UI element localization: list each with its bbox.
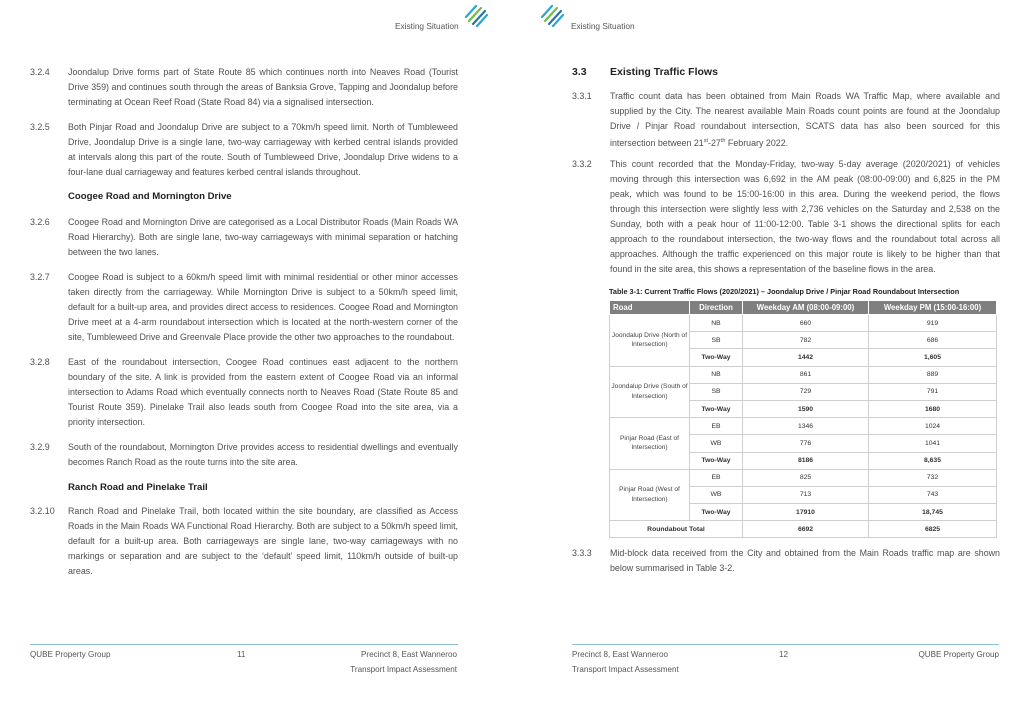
paragraph-number: 3.3.3 xyxy=(572,548,592,558)
direction-cell: EB xyxy=(690,418,743,435)
footer-report-title: Transport Impact Assessment xyxy=(350,665,457,674)
paragraph-text: Ranch Road and Pinelake Trail, both located within the site boundary, are classified as Access Roads in the Main Roads WA Functional Road Hierarchy. Both are subject to a 50km/h speed limit, default for a built-up area. Both carriageways are single lane, two-way carriageways with no markings or separation and are subject to the ‘default’ speed limit, 110km/h outside of built-up areas. xyxy=(68,506,458,576)
column-header: Weekday PM (15:00-16:00) xyxy=(869,301,997,315)
footer-divider xyxy=(30,644,458,645)
paragraph-number: 3.2.7 xyxy=(30,272,50,282)
am-cell: 825 xyxy=(743,469,869,486)
direction-cell: WB xyxy=(690,435,743,452)
direction-cell: EB xyxy=(690,469,743,486)
paragraph-number: 3.3.1 xyxy=(572,91,592,101)
paragraph-3-2-4 xyxy=(30,65,458,110)
section-heading xyxy=(572,66,718,78)
am-cell: 17910 xyxy=(743,504,869,521)
direction-cell: Two-Way xyxy=(690,452,743,469)
diagonal-stripes-logo-icon xyxy=(464,3,488,27)
paragraph-text: Both Pinjar Road and Joondalup Drive are subject to a 70km/h speed limit. North of Tumbleweed Drive, Joondalup Drive is a single lane, two-way carriageway with kerbed central islands provided at intervals along this part of the route. South of Tumbleweed Drive, Joondalup Drive widens to a four-lane dual carriageway and features kerbed central islands throughout. xyxy=(68,122,458,177)
subheading-ranch-pinelake: Ranch Road and Pinelake Trail xyxy=(68,482,208,493)
left-page xyxy=(0,0,514,702)
paragraph-number: 3.2.8 xyxy=(30,357,50,367)
pm-cell: 1680 xyxy=(869,400,997,417)
direction-cell: NB xyxy=(690,366,743,383)
footer-project: Precinct 8, East Wanneroo xyxy=(572,650,668,659)
paragraph-number: 3.3.2 xyxy=(572,159,592,169)
table-row xyxy=(610,315,997,332)
section-title: Existing Traffic Flows xyxy=(610,66,718,78)
am-cell: 713 xyxy=(743,486,869,503)
am-cell: 729 xyxy=(743,383,869,400)
right-page xyxy=(515,0,1029,702)
header-section-label: Existing Situation xyxy=(395,21,459,31)
road-cell: Pinjar Road (East of Intersection) xyxy=(610,418,690,470)
am-cell: 6692 xyxy=(743,521,869,538)
pm-cell: 6825 xyxy=(869,521,997,538)
paragraph-text: South of the roundabout, Mornington Drive provides access to residential dwellings and eventually becomes Ranch Road as the route turns into the site area. xyxy=(68,442,458,467)
am-cell: 660 xyxy=(743,315,869,332)
table-row xyxy=(610,366,997,383)
table-row xyxy=(610,418,997,435)
paragraph-3-3-3 xyxy=(572,546,1000,576)
paragraph-text: Joondalup Drive forms part of State Route 85 which continues north into Neaves Road (Tourist Drive 359) and continues south through the areas of Banksia Grove, Tapping and Joondalup before terminating at Ocean Reef Road (State Road 84) via a signalised intersection. xyxy=(68,67,458,107)
footer-company: QUBE Property Group xyxy=(30,650,111,659)
diagonal-stripes-logo-icon xyxy=(540,3,564,27)
column-header: Road xyxy=(610,301,690,315)
pm-cell: 732 xyxy=(869,469,997,486)
paragraph-text: This count recorded that the Monday-Friday, two-way 5-day average (2020/2021) of vehicles moving through this intersection was 6,692 in the AM peak (08:00-09:00) and 6,825 in the PM peak, which was found to be 15:00-16:00 in this area. During the weekend period, the flows through this intersection were slightly less with 2,736 vehicles on the Saturday and 2,538 on the Sunday, both with a peak hour of 11:00-12:00. Table 3-1 shows the directional splits for each approach to the roundabout intersection, the two-way flows and the roundabout total across all approaches. Although the traffic experienced on this major route is likely to be higher than that found in the site area, this shows a representation of the baseline flows in the area. xyxy=(610,159,1000,274)
pm-cell: 889 xyxy=(869,366,997,383)
direction-cell: SB xyxy=(690,383,743,400)
column-header: Direction xyxy=(690,301,743,315)
direction-cell: Two-Way xyxy=(690,504,743,521)
direction-cell: WB xyxy=(690,486,743,503)
road-cell: Pinjar Road (West of Intersection) xyxy=(610,469,690,521)
paragraph-3-2-8 xyxy=(30,355,458,430)
direction-cell: Two-Way xyxy=(690,349,743,366)
road-cell: Joondalup Drive (South of Intersection) xyxy=(610,366,690,418)
am-cell: 1346 xyxy=(743,418,869,435)
paragraph-text: Coogee Road and Mornington Drive are categorised as a Local Distributor Roads (Main Roads WA Road Hierarchy). Both are single lane, two-way carriageways with minimal separation or hatching between the two lanes. xyxy=(68,217,458,257)
pm-cell: 18,745 xyxy=(869,504,997,521)
total-label-cell: Roundabout Total xyxy=(610,521,743,538)
pm-cell: 8,635 xyxy=(869,452,997,469)
paragraph-text: Coogee Road is subject to a 60km/h speed limit with minimal residential or other minor accesses taken directly from the carriageway. While Mornington Drive is subject to a 50km/h speed limit, default for a built-up area, and provides direct access to residences. Coogee Road and Mornington Drive meet at a 4-arm roundabout intersection which is located at the north-western corner of the site, Tumbleweed Drive and Greenvale Place provide the other two approaches to the roundabout. xyxy=(68,272,458,342)
column-header: Weekday AM (08:00-09:00) xyxy=(743,301,869,315)
paragraph-3-3-1 xyxy=(572,89,1000,149)
paragraph-text: Mid-block data received from the City and obtained from the Main Roads traffic map are shown below summarised in Table 3-2. xyxy=(610,548,1000,573)
footer-project: Precinct 8, East Wanneroo xyxy=(361,650,457,659)
paragraph-3-2-9 xyxy=(30,440,458,470)
am-cell: 861 xyxy=(743,366,869,383)
pm-cell: 743 xyxy=(869,486,997,503)
paragraph-3-2-5 xyxy=(30,120,458,180)
table-row-total xyxy=(610,521,997,538)
table-row xyxy=(610,469,997,486)
paragraph-3-2-10 xyxy=(30,504,458,576)
paragraph-number: 3.2.4 xyxy=(30,67,50,77)
am-cell: 782 xyxy=(743,332,869,349)
direction-cell: Two-Way xyxy=(690,400,743,417)
table-header-row xyxy=(610,301,997,315)
header-section-label: Existing Situation xyxy=(571,21,635,31)
footer-divider xyxy=(572,644,999,645)
am-cell: 1590 xyxy=(743,400,869,417)
am-cell: 8186 xyxy=(743,452,869,469)
am-cell: 1442 xyxy=(743,349,869,366)
paragraph-number: 3.2.5 xyxy=(30,122,50,132)
table-caption: Table 3-1: Current Traffic Flows (2020/2021) – Joondalup Drive / Pinjar Road Roundabout Intersection xyxy=(609,287,960,296)
direction-cell: SB xyxy=(690,332,743,349)
road-cell: Joondalup Drive (North of Intersection) xyxy=(610,315,690,367)
paragraph-text: Traffic count data has been obtained from Main Roads WA Traffic Map, where available and supplied by the City. The nearest available Main Roads count points are found at the Joondalup Drive / Pinjar Road roundabout intersection, SCATS data has also been sourced for this intersection between 21st-27th February 2022. xyxy=(610,91,1000,148)
pm-cell: 919 xyxy=(869,315,997,332)
pm-cell: 1024 xyxy=(869,418,997,435)
paragraph-3-2-6 xyxy=(30,215,458,260)
footer-company: QUBE Property Group xyxy=(918,650,999,659)
pm-cell: 686 xyxy=(869,332,997,349)
pm-cell: 1,605 xyxy=(869,349,997,366)
pm-cell: 791 xyxy=(869,383,997,400)
paragraph-number: 3.2.6 xyxy=(30,217,50,227)
paragraph-3-2-7 xyxy=(30,270,458,345)
am-cell: 776 xyxy=(743,435,869,452)
pm-cell: 1041 xyxy=(869,435,997,452)
paragraph-3-3-2 xyxy=(572,157,1000,277)
direction-cell: NB xyxy=(690,315,743,332)
traffic-flows-table xyxy=(609,300,997,538)
footer-page-number: 11 xyxy=(237,650,246,659)
paragraph-text: East of the roundabout intersection, Coogee Road continues east adjacent to the northern boundary of the site. A link is provided from the eastern extent of Coogee Road via an informal intersection to Adams Road which eventually connects north to Neaves Road (State Route 85 and Tourist Route 359). Pinelake Trail also leads south from Coogee Road into the site area, via a priority intersection. xyxy=(68,357,458,427)
subheading-coogee-mornington: Coogee Road and Mornington Drive xyxy=(68,191,232,202)
paragraph-number: 3.2.9 xyxy=(30,442,50,452)
footer-report-title: Transport Impact Assessment xyxy=(572,665,679,674)
section-number: 3.3 xyxy=(572,66,587,78)
paragraph-number: 3.2.10 xyxy=(30,506,55,516)
footer-page-number: 12 xyxy=(779,650,789,659)
